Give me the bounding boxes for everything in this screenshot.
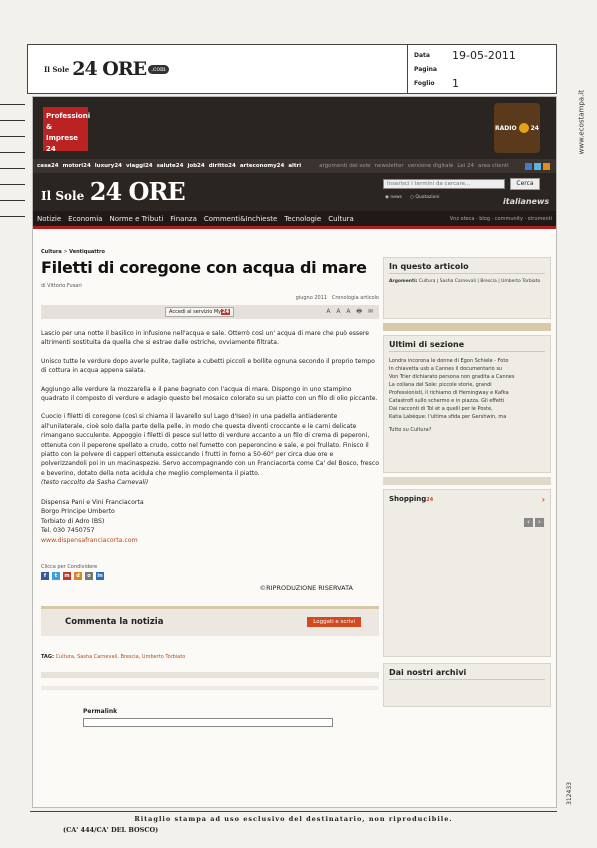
nav-notizie[interactable]: Notizie bbox=[37, 214, 62, 223]
article-date-row bbox=[41, 295, 379, 301]
nav-top-newsletter[interactable]: newsletter bbox=[374, 163, 404, 169]
article-credit: (testo raccolto da Sasha Carnevali) bbox=[41, 479, 149, 487]
nav-main-extra[interactable]: Vnz oteca · blog · community · strumenti bbox=[449, 215, 552, 222]
archivi-title: Dai nostri archivi bbox=[389, 668, 467, 677]
nav-economia[interactable]: Economia bbox=[68, 214, 103, 223]
search-scope-quotazioni[interactable]: ○ Quotazioni bbox=[410, 195, 440, 200]
prev-arrow-icon[interactable]: ‹ bbox=[524, 518, 533, 527]
argomenti: Argomenti: Cultura | Sasha Carnevali | Brescia | Umberto Torbiato bbox=[389, 279, 541, 284]
tag-list: TAG: Cultura, Sasha Carnevali, Brescia, Umberto Torbiato bbox=[41, 653, 186, 660]
foglio-label: Foglio bbox=[414, 79, 435, 87]
oknotizie-share-icon[interactable]: o bbox=[85, 572, 93, 580]
text-tools-icon[interactable]: A A A 🖶 ✉ bbox=[326, 308, 375, 315]
twitter-icon[interactable] bbox=[534, 163, 541, 170]
nav-top-job24[interactable]: job24 bbox=[187, 163, 205, 169]
article-date: giugno 2011 bbox=[295, 295, 328, 301]
in-article-box bbox=[383, 257, 551, 319]
nav-finanza[interactable]: Finanza bbox=[170, 214, 197, 223]
chevron-right-icon[interactable]: › bbox=[541, 495, 545, 504]
data-label: Data bbox=[414, 51, 430, 59]
list-item[interactable]: Catastrofi sullo schermo e in piazza. Gli effetti bbox=[389, 398, 505, 404]
radio24-banner[interactable]: RADIO 24 bbox=[494, 103, 540, 153]
list-item[interactable]: In chiavetta usb a Cannes il documentario su bbox=[389, 366, 503, 372]
list-item[interactable]: Von Trier dichiarato persona non gradita a Cannes bbox=[389, 374, 515, 380]
nav-norme-tributi[interactable]: Norme e Tributi bbox=[109, 214, 164, 223]
nav-top-casa24[interactable]: casa24 bbox=[37, 163, 59, 169]
article-paragraph: Aggiungo alle verdure la mozzarella e il pane bagnato con l'acqua di mare. Dispongo in uno stampino quadrato il composto di verdure e adagio questo bel mosaico colorato su un piatto con un filo di olio piccante. bbox=[41, 385, 378, 403]
facebook-icon[interactable] bbox=[525, 163, 532, 170]
list-item[interactable]: La collana del Sole: piccole storie, grandi bbox=[389, 382, 492, 388]
next-arrow-icon[interactable]: › bbox=[535, 518, 544, 527]
cronologia-link[interactable]: Cronologia articolo bbox=[331, 295, 379, 301]
divider bbox=[383, 323, 551, 331]
comment-title: Commenta la notizia bbox=[65, 617, 164, 628]
clipping-footer-note: Ritaglio stampa ad uso esclusivo del destinatario, non riproducibile. bbox=[30, 811, 557, 823]
search-scope-news[interactable]: ◉ news bbox=[385, 195, 403, 200]
permalink-input[interactable] bbox=[83, 718, 333, 727]
sole24ore-com-logo: Il Sole 24 ORE .com bbox=[28, 45, 408, 93]
share-icons bbox=[41, 572, 379, 580]
permalink-label: Permalink bbox=[83, 707, 118, 715]
nav-tecnologie[interactable]: Tecnologie bbox=[284, 214, 322, 223]
divider bbox=[41, 686, 379, 690]
list-item[interactable]: Londra incorona le donne di Egon Schiele - Foto bbox=[389, 358, 509, 364]
shopping-carousel-controls bbox=[524, 518, 544, 527]
nav-top-arteconomy24[interactable]: arteconomy24 bbox=[239, 163, 285, 169]
article-paragraph: Unisco tutte le verdure dopo averle pulite, tagliate a cubetti piccoli e bollite ognuna secondo il proprio tempo di cottura in acqua appena salata. bbox=[41, 357, 375, 375]
article-body bbox=[41, 329, 379, 546]
list-item[interactable]: Professionisti, il richiamo di Hemingway e Kafka bbox=[389, 390, 509, 396]
clipping-header bbox=[27, 44, 557, 94]
pagina-label: Pagina bbox=[414, 65, 437, 73]
nav-top-altri[interactable]: altri bbox=[288, 163, 302, 169]
myspace-share-icon[interactable]: m bbox=[64, 572, 70, 579]
sidebar bbox=[383, 257, 551, 711]
divider bbox=[41, 672, 379, 678]
breadcrumb-section[interactable]: Cultura bbox=[41, 249, 62, 255]
list-item[interactable]: Katia Labèque: l'ultima sfida per Gershwin, ma bbox=[389, 414, 507, 420]
ecostampa-url: www.ecostampa.it bbox=[577, 90, 585, 155]
main-nav bbox=[33, 211, 556, 229]
social-icons bbox=[525, 163, 550, 170]
nav-cultura[interactable]: Cultura bbox=[328, 214, 354, 223]
sole24ore-logo[interactable]: Il Sole 24 ORE bbox=[41, 177, 185, 206]
search-scope-options bbox=[385, 195, 440, 200]
accedi-my24-button[interactable]: Accedi al servizio My24 bbox=[165, 307, 234, 317]
nav-top-diritto24[interactable]: diritto24 bbox=[208, 163, 236, 169]
list-item[interactable]: Dai racconti di Tol et a quelli per le Poste, bbox=[389, 406, 493, 412]
restaurant-address: Dispensa Pani e Vini Franciacorta Borgo Principe Umberto Torbiato di Adro (BS) Tel. 030 7450757 www.dispensafranciacorta.com bbox=[41, 498, 379, 546]
nav-top-area-clienti[interactable]: area clienti bbox=[478, 163, 509, 169]
nav-top-salute24[interactable]: salute24 bbox=[156, 163, 184, 169]
nav-top-versione-digitale[interactable]: versione digitale bbox=[407, 163, 454, 169]
breadcrumb-sub[interactable]: Ventiquattro bbox=[69, 249, 105, 255]
article-paragraph: Cuocio i filetti di coregone (così si chiama il lavarello sul Lago d'Iseo) in una padella antiaderente all'unilaterale, cioè solo dalla parte della pelle, in modo che questa diventi croccante e le carni delicate rimangano succulente. Appoggio i filetti di pesce sul letto di verdure accanto a un filo di crema di peperoni, ottenuta con il peperone spellato a crudo, cotto nel fumetto con peperoncino e sale, e poi frullato. Finisco il piatto con la polvere di capperi ottenuta essiccando i frutti in forno a 50-60° per circa due ore e polverizzandoli poi in un macinaspezie. Servo accompagnando con un Franciacorta come Ca' del Bosco, fresco e beverino, dotato della nota acidula che meglio complementa il piatto. bbox=[41, 413, 379, 477]
delicious-share-icon[interactable]: d bbox=[74, 572, 82, 580]
in-article-title: In questo articolo bbox=[389, 262, 469, 271]
data-value: 19-05-2011 bbox=[452, 48, 516, 62]
search-input[interactable] bbox=[383, 179, 505, 189]
tags[interactable]: Cultura, Sasha Carnevali, Brescia, Umberto Torbiato bbox=[55, 653, 186, 660]
nav-top-lei24[interactable]: Lei 24 bbox=[457, 163, 475, 169]
clipping-code: 312433 bbox=[566, 782, 574, 805]
italianews-logo[interactable]: italianews bbox=[503, 197, 550, 206]
search-button[interactable]: Cerca bbox=[510, 178, 540, 190]
shopping-title: Shopping24 bbox=[389, 495, 434, 503]
nav-top-argomenti[interactable]: argomenti del sole bbox=[319, 163, 371, 169]
rss-icon[interactable] bbox=[543, 163, 550, 170]
article-paragraph: Lascio per una notte il basilico in infusione nell'acqua e sale. Otterrò così un' acqua di mare che può essere altrimenti sostituita da quella che si estrae dalle ostriche, ovviamente filtrata. bbox=[41, 330, 369, 347]
website-link[interactable]: www.dispensafranciacorta.com bbox=[41, 537, 138, 545]
masthead bbox=[33, 97, 556, 229]
top-nav bbox=[33, 159, 556, 173]
argomenti-links[interactable]: Cultura | Sasha Carnevali | Brescia | Umberto Torbiato bbox=[418, 279, 541, 284]
nav-top-viaggi24[interactable]: viaggi24 bbox=[126, 163, 153, 169]
web-page-capture bbox=[32, 96, 557, 808]
ultimi-list bbox=[384, 352, 550, 439]
share-label: Clicca per Condividere bbox=[41, 563, 98, 570]
login-write-button[interactable]: Loggati e scrivi bbox=[307, 617, 361, 627]
ultimi-title: Ultimi di sezione bbox=[389, 340, 465, 349]
nav-top-luxury24[interactable]: luxury24 bbox=[94, 163, 123, 169]
divider bbox=[383, 477, 551, 485]
article-toolbar bbox=[41, 305, 379, 319]
radio-circle-icon bbox=[519, 123, 529, 133]
linkedin-share-icon[interactable]: in bbox=[97, 572, 103, 579]
breadcrumb: Cultura > Ventiquattro bbox=[41, 249, 105, 255]
article-column bbox=[41, 249, 379, 727]
comment-box bbox=[41, 606, 379, 636]
professioni-imprese-banner[interactable]: Professioni & Imprese 24 bbox=[43, 107, 88, 151]
article-title: Filetti di coregone con acqua di mare bbox=[41, 258, 367, 277]
ultimi-di-sezione-box bbox=[383, 335, 551, 473]
clipping-footer-code: (CA' 444/CA' DEL BOSCO) bbox=[63, 826, 159, 834]
clipping-meta bbox=[408, 45, 556, 93]
copyright-notice: ©RIPRODUZIONE RISERVATA bbox=[259, 583, 353, 592]
shopping24-box bbox=[383, 489, 551, 657]
tutto-cultura-link[interactable]: Tutto su Cultura? bbox=[389, 427, 432, 433]
archivi-box bbox=[383, 663, 551, 707]
nav-top-motori24[interactable]: motori24 bbox=[62, 163, 91, 169]
byline: di Vittorio Fusari bbox=[41, 283, 82, 289]
nav-commenti-inchieste[interactable]: Commenti&Inchieste bbox=[203, 214, 278, 223]
twitter-share-icon[interactable]: t bbox=[52, 572, 60, 580]
foglio-value: 1 bbox=[452, 76, 459, 90]
facebook-share-icon[interactable]: f bbox=[41, 572, 49, 580]
